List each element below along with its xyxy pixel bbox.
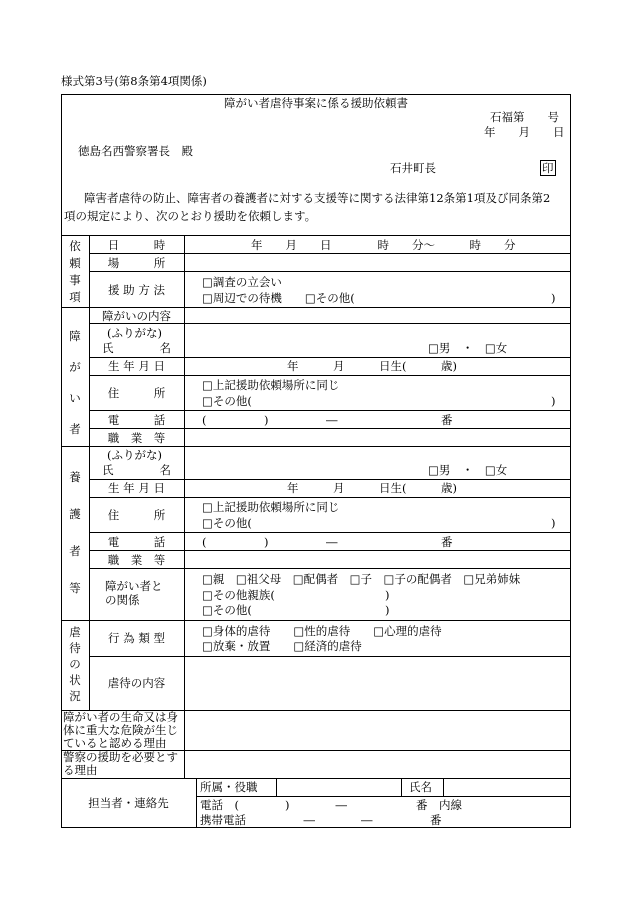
relation-label: 障がい者と の関係	[105, 579, 163, 607]
column-divider	[443, 778, 444, 796]
divider	[196, 796, 571, 797]
relation-options-row-1[interactable]: □親 □祖父母 □配偶者 □子 □子の配偶者 □兄弟姉妹	[202, 572, 521, 586]
abuse-content-label: 虐待の内容	[107, 676, 166, 690]
contact-label: 担当者・連絡先	[88, 796, 169, 810]
caregiver-address-other[interactable]: □その他(	[202, 516, 252, 530]
caregiver-dob-label: 生 年 月 日	[108, 481, 165, 495]
caregiver-phone-value[interactable]: ( ) ― 番	[202, 535, 453, 549]
victim-gender[interactable]: □男 ・ □女	[428, 341, 508, 355]
divider	[89, 253, 571, 254]
victim-address-label: 住 所	[107, 386, 166, 400]
sender: 石井町長	[390, 161, 436, 175]
form-number: 様式第3号(第8条第4項関係)	[61, 74, 207, 88]
divider	[61, 620, 571, 621]
phone-line[interactable]: 電話 ( ) ― 番 内線	[200, 798, 462, 812]
close-paren: )	[385, 588, 390, 602]
section-label-victim: 障 が い 者	[69, 329, 81, 436]
intro-line-2: 項の規定により、次のとおり援助を依頼します。	[64, 209, 317, 223]
divider	[61, 235, 571, 236]
section-label-request: 依 頼 事 項	[69, 239, 81, 304]
divider	[89, 410, 571, 411]
caregiver-address-label: 住 所	[107, 508, 166, 522]
contact-name-label: 氏名	[409, 780, 432, 794]
victim-address-other[interactable]: □その他(	[202, 394, 252, 408]
close-paren: )	[551, 291, 556, 305]
divider	[61, 778, 571, 779]
victim-phone-value[interactable]: ( ) ― 番	[202, 413, 453, 427]
method-option-standby[interactable]: □周辺での待機 □その他(	[202, 291, 355, 305]
divider	[89, 428, 571, 429]
furigana-label: (ふりがな)	[107, 326, 162, 340]
caregiver-job-label: 職 業 等	[107, 553, 166, 567]
column-divider	[196, 778, 197, 828]
caregiver-name-label: 氏 名	[102, 463, 171, 477]
abuse-type-row-2[interactable]: □放棄・放置 □経済的虐待	[202, 639, 362, 653]
mobile-line[interactable]: 携帯電話 ― ― 番	[200, 813, 442, 827]
victim-address-same[interactable]: □上記援助依頼場所に同じ	[202, 378, 340, 392]
column-divider	[184, 710, 185, 778]
divider	[89, 479, 571, 480]
divider	[89, 568, 571, 569]
victim-phone-label: 電 話	[107, 413, 166, 427]
method-option-survey[interactable]: □調査の立会い	[202, 275, 282, 289]
intro-line-1: 障害者虐待の防止、障害者の養護者に対する支援等に関する法律第12条第1項及び同条第2	[84, 191, 551, 205]
divider	[89, 357, 571, 358]
divider	[89, 550, 571, 551]
divider	[89, 656, 571, 657]
caregiver-address-same[interactable]: □上記援助依頼場所に同じ	[202, 500, 340, 514]
danger-reason-label: 障がい者の生命又は身 体に重大な危険が生じ ていると認める理由	[63, 710, 178, 750]
divider	[61, 446, 571, 447]
close-paren: )	[385, 603, 390, 617]
disability-label: 障がいの内容	[102, 309, 171, 323]
section-label-caregiver: 養 護 者 等	[69, 470, 81, 595]
form-title: 障がい者虐待事案に係る援助依頼書	[224, 96, 408, 110]
close-paren: )	[551, 394, 556, 408]
furigana-label: (ふりがな)	[107, 448, 162, 462]
divider	[89, 497, 571, 498]
divider	[89, 532, 571, 533]
section-label-situation: 虐 待 の 状 況	[69, 625, 81, 703]
issue-date: 年 月 日	[484, 125, 565, 139]
caregiver-gender[interactable]: □男 ・ □女	[428, 463, 508, 477]
abuse-type-row-1[interactable]: □身体的虐待 □性的虐待 □心理的虐待	[202, 624, 442, 638]
datetime-value[interactable]: 年 月 日 時 分〜 時 分	[251, 238, 516, 252]
police-reason-label: 警察の援助を必要とす る理由	[63, 750, 178, 777]
addressee: 徳島名西警察署長 殿	[78, 144, 193, 158]
divider	[89, 375, 571, 376]
caregiver-phone-label: 電 話	[107, 535, 166, 549]
relation-options-row-2[interactable]: □その他親族(	[202, 588, 275, 602]
victim-job-label: 職 業 等	[107, 431, 166, 445]
abuse-type-label: 行 為 類 型	[108, 631, 165, 645]
place-label: 場 所	[107, 256, 166, 270]
victim-name-label: 氏 名	[102, 341, 171, 355]
method-label: 援 助 方 法	[108, 283, 165, 297]
divider	[61, 307, 571, 308]
column-divider	[276, 778, 277, 796]
victim-dob-label: 生 年 月 日	[108, 359, 165, 373]
victim-dob-value[interactable]: 年 月 日生( 歳)	[287, 359, 457, 373]
column-divider	[401, 778, 402, 796]
datetime-label: 日 時	[107, 238, 166, 252]
caregiver-dob-value[interactable]: 年 月 日生( 歳)	[287, 481, 457, 495]
close-paren: )	[551, 516, 556, 530]
divider	[89, 271, 571, 272]
column-divider	[184, 235, 185, 710]
document-number: 石福第 号	[490, 110, 559, 124]
seal-mark: 印	[542, 161, 554, 175]
divider	[89, 323, 571, 324]
relation-options-row-3[interactable]: □その他(	[202, 603, 252, 617]
dept-label: 所属・役職	[200, 780, 258, 794]
